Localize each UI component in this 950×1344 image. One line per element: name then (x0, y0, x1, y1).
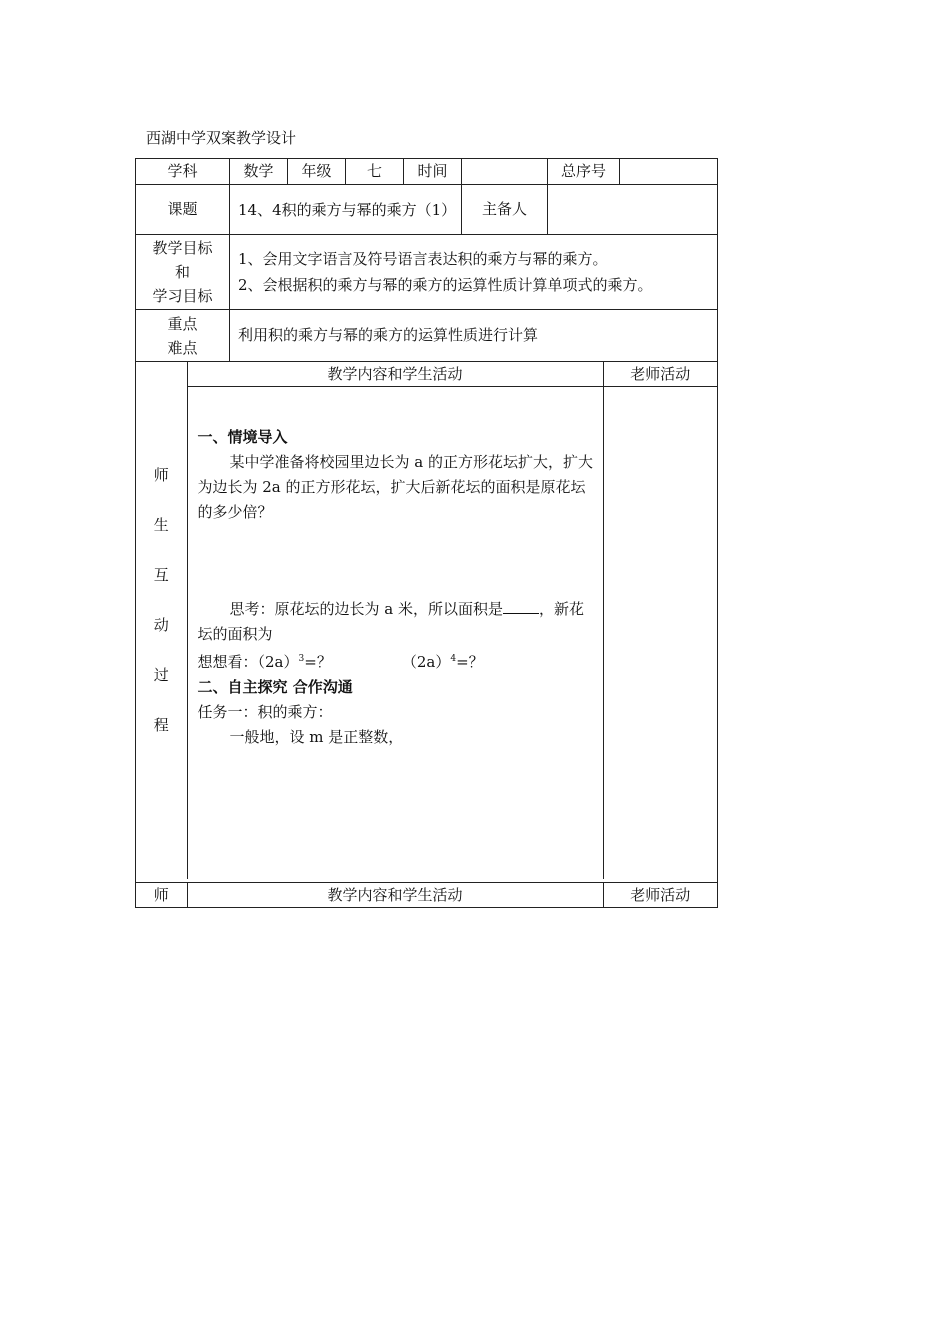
key-value: 利用积的乘方与幂的乘方的运算性质进行计算 (230, 310, 718, 362)
key-label (136, 310, 230, 362)
footer-inner-table (136, 883, 717, 907)
subject-value: 数学 (230, 159, 288, 185)
serial-label: 总序号 (548, 159, 620, 185)
key-label-line1: 重点 (167, 314, 198, 333)
process-row (136, 362, 718, 883)
goals-label-line2: 和 (174, 263, 190, 281)
vertical-char-1: 师 (153, 466, 169, 484)
goals-label-line3: 学习目标 (152, 287, 213, 305)
goals-content (230, 235, 718, 310)
header-row (136, 159, 718, 185)
footer-left: 师 (136, 883, 187, 907)
serial-value (620, 159, 718, 185)
try-label: 想想看： (197, 652, 258, 671)
content-header: 教学内容和学生活动 (187, 362, 603, 386)
preparer-label: 主备人 (462, 185, 548, 235)
topic-row (136, 185, 718, 235)
think-text (198, 597, 597, 647)
expr1-base: （2a） (257, 652, 299, 671)
expr1-tail: =？ (304, 652, 332, 671)
vertical-char-5: 过 (153, 666, 169, 684)
process-inner-table (136, 362, 717, 879)
footer-cell (136, 883, 718, 908)
footer-row (136, 883, 718, 908)
document-title: 西湖中学双案教学设计 (146, 129, 297, 147)
expr1-exponent: 3 (298, 653, 305, 664)
process-vertical-label (136, 362, 187, 879)
key-row (136, 310, 718, 362)
lesson-plan-table (135, 158, 718, 908)
section-explore-heading: 二、自主探究 合作沟通 (197, 677, 353, 696)
answer-blank (503, 599, 539, 614)
teacher-activity-body (603, 386, 717, 879)
goals-label (136, 235, 230, 310)
grade-label: 年级 (288, 159, 346, 185)
think-suffix: ，新花坛的面积为 (197, 599, 584, 643)
grade-value: 七 (346, 159, 404, 185)
think-prefix: 思考：原花坛的边长为 a 米，所以面积是 (229, 599, 503, 618)
try-line (198, 647, 597, 675)
preparer-value (548, 185, 718, 235)
task1-text: 任务一：积的乘方： (197, 702, 333, 721)
goal-item-1: 1、会用文字语言及符号语言表达积的乘方与幂的乘方。 (238, 250, 608, 268)
subject-label: 学科 (136, 159, 230, 185)
section-intro-heading: 一、情境导入 (197, 427, 288, 446)
scenario-text: 某中学准备将校园里边长为 a 的正方形花坛扩大，扩大为边长为 2a 的正方形花坛，扩大后新花坛的面积是原花坛的多少倍？ (197, 452, 593, 521)
topic-label: 课题 (136, 185, 230, 235)
vertical-char-6: 程 (153, 716, 169, 734)
footer-content-header: 教学内容和学生活动 (187, 883, 603, 907)
vertical-char-4: 动 (153, 616, 169, 634)
goal-item-2: 2、会根据积的乘方与幂的乘方的运算性质计算单项式的乘方。 (238, 276, 653, 294)
footer-teacher-header: 老师活动 (603, 883, 717, 907)
time-value (462, 159, 548, 185)
process-cell (136, 362, 718, 883)
general-text: 一般地，设 m 是正整数， (229, 727, 404, 746)
goals-label-line1: 教学目标 (152, 239, 213, 257)
teacher-header: 老师活动 (603, 362, 717, 386)
content-body (187, 386, 603, 879)
time-label: 时间 (404, 159, 462, 185)
expr2-exponent: 4 (450, 653, 457, 664)
key-label-line2: 难点 (167, 338, 198, 357)
goals-row (136, 235, 718, 310)
expr2-base: （2a） (401, 652, 451, 671)
expr2-tail: =？ (456, 652, 484, 671)
vertical-char-3: 互 (153, 566, 169, 584)
vertical-char-2: 生 (153, 516, 169, 534)
topic-value: 14、4积的乘方与幂的乘方（1） (230, 185, 462, 235)
